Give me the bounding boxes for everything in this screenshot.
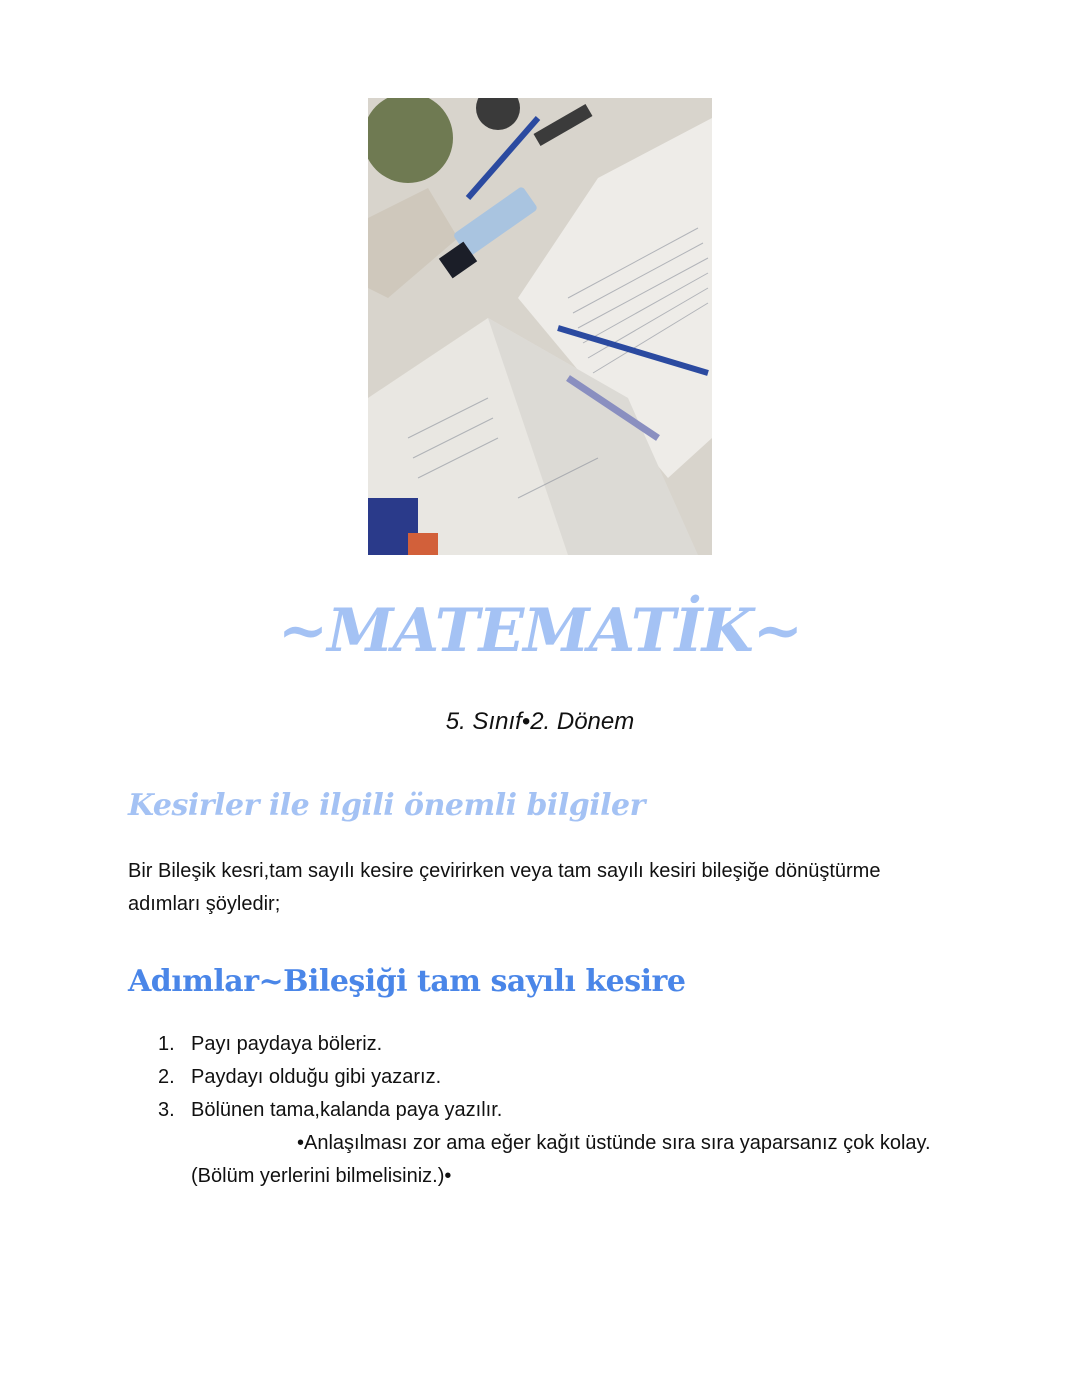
list-item [158, 1094, 938, 1127]
section-heading-steps: Adımlar~Bileşiği tam sayılı kesire [128, 964, 686, 999]
list-number: 1. [158, 1033, 175, 1055]
list-number: 2. [158, 1066, 175, 1088]
list-number: 3. [158, 1099, 175, 1121]
document-subtitle: 5. Sınıf•2. Dönem [445, 708, 635, 735]
section-heading-fractions: Kesirler ile ilgili önemli bilgiler [128, 788, 645, 823]
list-text: Paydayı olduğu gibi yazarız. [191, 1066, 442, 1088]
steps-list [158, 1028, 938, 1193]
intro-paragraph: Bir Bileşik kesri,tam sayılı kesire çevirirken veya tam sayılı kesiri bileşiğe dönüştürme adımları şöyledir; [128, 860, 881, 915]
list-text: Payı paydaya böleriz. [191, 1033, 383, 1055]
list-item [158, 1061, 938, 1094]
list-text: Bölünen tama,kalanda paya yazılır. [191, 1099, 503, 1121]
document-title: ~MATEMATİK~ [277, 596, 803, 666]
step-note [158, 1127, 938, 1193]
study-desk-photo [368, 98, 712, 555]
note-text: •Anlaşılması zor ama eğer kağıt üstünde sıra sıra yaparsanız çok kolay.(Bölüm yerlerini bilmelisiniz.)• [191, 1132, 931, 1187]
list-item [158, 1028, 938, 1061]
